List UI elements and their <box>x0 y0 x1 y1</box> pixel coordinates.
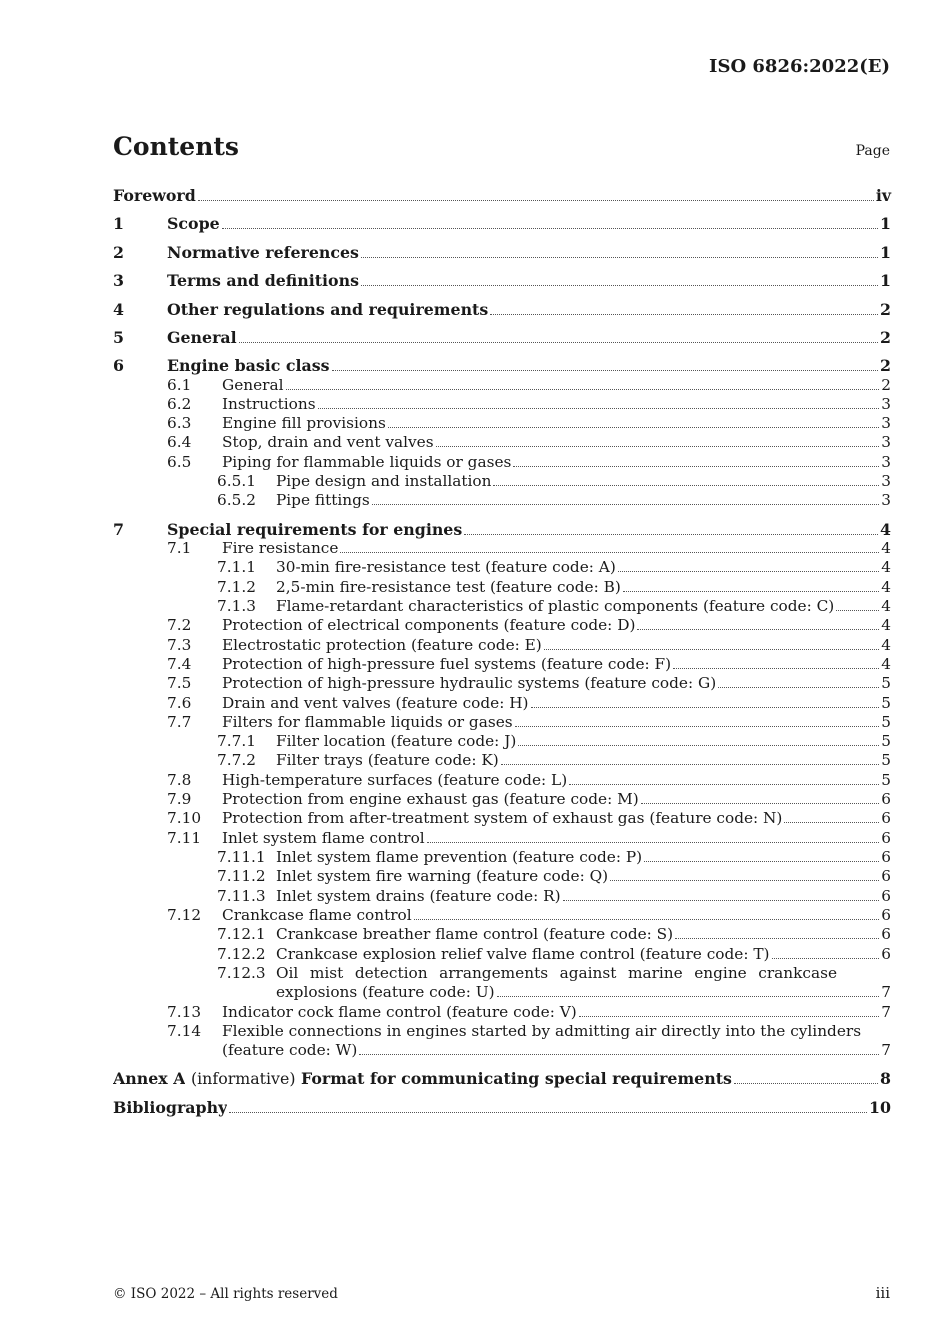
toc-entry-6-4[interactable]: 6.4 Stop, drain and vent valves 3 <box>167 433 891 451</box>
toc-entry-7-12-3-title-line1: Oil mist detection arrangements against marine engine crankcase <box>276 964 837 982</box>
page-number: iii <box>875 1284 890 1302</box>
toc-entry-6-5-1[interactable]: 6.5.1 Pipe design and installation 3 <box>217 472 891 490</box>
toc-entry-7-9[interactable]: 7.9 Protection from engine exhaust gas (feature code: M) 6 <box>167 790 891 808</box>
page-column-label: Page <box>855 143 890 159</box>
toc-entry-7-8[interactable]: 7.8 High-temperature surfaces (feature code: L) 5 <box>167 771 891 789</box>
toc-entry-7[interactable]: 7 Special requirements for engines 4 <box>113 520 891 539</box>
toc-entry-6-1[interactable]: 6.1 General 2 <box>167 376 891 394</box>
toc-entry-7-11-3[interactable]: 7.11.3 Inlet system drains (feature code: R) 6 <box>217 887 891 905</box>
toc-entry-foreword[interactable]: Foreword iv <box>113 186 891 205</box>
toc-entry-7-7[interactable]: 7.7 Filters for flammable liquids or gases 5 <box>167 713 891 731</box>
toc-entry-7-12-2[interactable]: 7.12.2 Crankcase explosion relief valve flame control (feature code: T) 6 <box>217 945 891 963</box>
toc-entry-7-14-line1[interactable]: 7.14 Flexible connections in engines started by admitting air directly into the cylinders <box>167 1022 862 1040</box>
toc-entry-7-6[interactable]: 7.6 Drain and vent valves (feature code: H) 5 <box>167 694 891 712</box>
toc-entry-7-11[interactable]: 7.11 Inlet system flame control 6 <box>167 829 891 847</box>
toc-entry-7-7-2[interactable]: 7.7.2 Filter trays (feature code: K) 5 <box>217 751 891 769</box>
toc-entry-7-3[interactable]: 7.3 Electrostatic protection (feature code: E) 4 <box>167 636 891 654</box>
toc-entry-2[interactable]: 2 Normative references 1 <box>113 243 891 262</box>
toc-entry-4[interactable]: 4 Other regulations and requirements 2 <box>113 300 891 319</box>
toc-entry-3[interactable]: 3 Terms and definitions 1 <box>113 271 891 290</box>
toc-entry-7-4[interactable]: 7.4 Protection of high-pressure fuel systems (feature code: F) 4 <box>167 655 891 673</box>
document-id: ISO 6826:2022(E) <box>709 56 890 77</box>
toc-entry-6-2[interactable]: 6.2 Instructions 3 <box>167 395 891 413</box>
toc-entry-annex-a[interactable]: Annex A (informative) Format for communicating special requirements 8 <box>113 1069 891 1088</box>
toc-entry-6-5-2[interactable]: 6.5.2 Pipe fittings 3 <box>217 491 891 509</box>
toc-entry-7-12-3-line2[interactable]: explosions (feature code: U) 7 <box>276 983 891 1001</box>
toc-entry-7-2[interactable]: 7.2 Protection of electrical components (feature code: D) 4 <box>167 616 891 634</box>
toc-entry-7-11-2[interactable]: 7.11.2 Inlet system fire warning (feature code: Q) 6 <box>217 867 891 885</box>
toc-entry-1[interactable]: 1 Scope 1 <box>113 214 891 233</box>
toc-entry-7-1-2[interactable]: 7.1.2 2,5-min fire-resistance test (feature code: B) 4 <box>217 578 891 596</box>
toc-entry-7-1-3[interactable]: 7.1.3 Flame-retardant characteristics of plastic components (feature code: C) 4 <box>217 597 891 615</box>
toc-entry-7-13[interactable]: 7.13 Indicator cock flame control (feature code: V) 7 <box>167 1003 891 1021</box>
toc-entry-bibliography[interactable]: Bibliography 10 <box>113 1098 891 1117</box>
copyright-notice: © ISO 2022 – All rights reserved <box>113 1286 338 1302</box>
contents-heading: Contents <box>113 132 240 161</box>
toc-entry-7-10[interactable]: 7.10 Protection from after-treatment system of exhaust gas (feature code: N) 6 <box>167 809 891 827</box>
toc-entry-7-12[interactable]: 7.12 Crankcase flame control 6 <box>167 906 891 924</box>
toc-entry-7-7-1[interactable]: 7.7.1 Filter location (feature code: J) 5 <box>217 732 891 750</box>
toc-entry-7-14-line2[interactable]: (feature code: W) 7 <box>222 1041 891 1059</box>
toc-entry-7-5[interactable]: 7.5 Protection of high-pressure hydraulic systems (feature code: G) 5 <box>167 674 891 692</box>
toc-entry-7-12-1[interactable]: 7.12.1 Crankcase breather flame control (feature code: S) 6 <box>217 925 891 943</box>
toc-entry-7-1[interactable]: 7.1 Fire resistance 4 <box>167 539 891 557</box>
toc-entry-6-3[interactable]: 6.3 Engine fill provisions 3 <box>167 414 891 432</box>
toc-entry-6[interactable]: 6 Engine basic class 2 <box>113 356 891 375</box>
toc-entry-5[interactable]: 5 General 2 <box>113 328 891 347</box>
toc-entry-6-5[interactable]: 6.5 Piping for flammable liquids or gases 3 <box>167 453 891 471</box>
toc-entry-7-11-1[interactable]: 7.11.1 Inlet system flame prevention (feature code: P) 6 <box>217 848 891 866</box>
toc-entry-7-1-1[interactable]: 7.1.1 30-min fire-resistance test (feature code: A) 4 <box>217 558 891 576</box>
